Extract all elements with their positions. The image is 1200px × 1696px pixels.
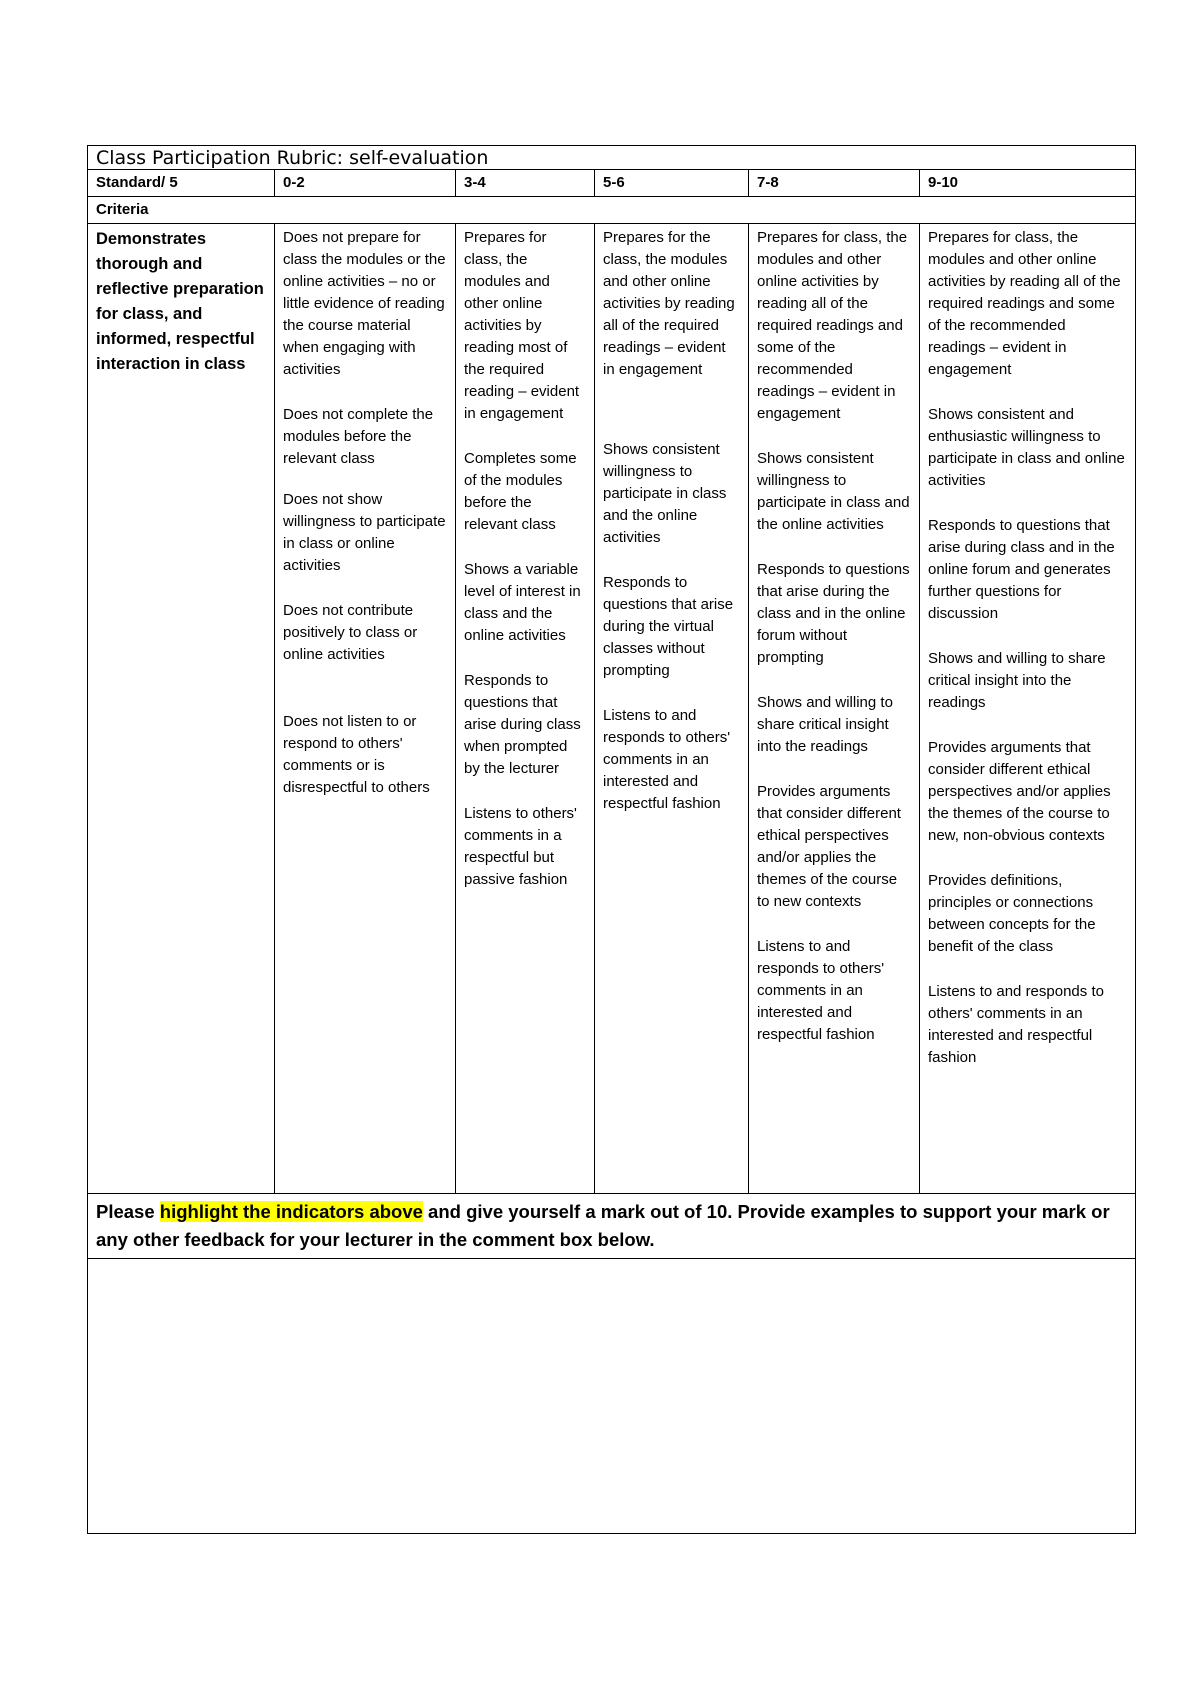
level-7-8-descriptors	[749, 224, 920, 1194]
descriptor-item: Responds to questions that arise during the class and in the online forum without prompting	[757, 561, 910, 666]
descriptor-item: Shows a variable level of interest in class and the online activities	[464, 561, 581, 644]
descriptor-item: Responds to questions that arise during class and in the online forum and generates further questions for discussion	[928, 517, 1115, 622]
instruction-highlight: highlight the indicators above	[159, 1201, 423, 1222]
descriptor-item: Prepares for class, the modules and other online activities by reading all of the required readings and some of the recommended readings – evident in engagement	[757, 229, 908, 422]
descriptor-item: Does not listen to or respond to others' comments or is disrespectful to others	[283, 713, 430, 796]
descriptor-item: Responds to questions that arise during class when prompted by the lecturer	[464, 672, 581, 777]
title-row	[88, 146, 1136, 170]
level-3-4-descriptors	[456, 224, 595, 1194]
level-5-6-descriptors	[595, 224, 749, 1194]
level-0-2-descriptors	[275, 224, 456, 1194]
instruction-row	[88, 1194, 1136, 1259]
descriptor-item: Does not complete the modules before the relevant class	[283, 406, 434, 467]
header-level-9-10: 9-10	[920, 170, 1136, 197]
descriptor-item: Completes some of the modules before the relevant class	[464, 450, 577, 533]
descriptor-item: Listens to others' comments in a respectful but passive fashion	[464, 805, 577, 888]
header-level-7-8: 7-8	[749, 170, 920, 197]
instruction-text	[88, 1194, 1136, 1259]
criteria-label-row	[88, 197, 1136, 224]
descriptor-item: Shows and willing to share critical insight into the readings	[928, 650, 1106, 711]
comment-row	[88, 1259, 1136, 1534]
header-level-5-6: 5-6	[595, 170, 749, 197]
descriptor-item: Shows consistent willingness to participate in class and the online activities	[603, 441, 727, 546]
descriptor-item: Prepares for class, the modules and other online activities by reading most of the required reading – evident in engagement	[464, 229, 580, 422]
level-9-10-descriptors	[920, 224, 1136, 1194]
descriptor-item: Listens to and responds to others' comments in an interested and respectful fashion	[757, 938, 885, 1043]
descriptor-item: Provides arguments that consider different ethical perspectives and/or applies the themes of the course to new, non-obvious contexts	[928, 739, 1111, 844]
descriptor-item: Prepares for class, the modules and other online activities by reading all of the required readings and some of the recommended readings – evident in engagement	[928, 229, 1121, 378]
instruction-before: Please	[96, 1201, 160, 1222]
descriptor-item: Provides definitions, principles or connections between concepts for the benefit of the class	[928, 872, 1096, 955]
rubric-title: Class Participation Rubric: self-evaluation	[88, 146, 1136, 170]
instruction-after: and give yourself a mark out of 10. Provide examples to support your mark or any other feedback for your lecturer in the comment box below.	[96, 1201, 1110, 1250]
descriptor-item: Listens to and responds to others' comments in an interested and respectful fashion	[928, 983, 1104, 1066]
descriptor-item: Does not prepare for class the modules or the online activities – no or little evidence of reading the course material when engaging with activities	[283, 229, 446, 378]
descriptor-item: Shows and willing to share critical insight into the readings	[757, 694, 893, 755]
criteria-label: Criteria	[88, 197, 1136, 224]
descriptor-item: Provides arguments that consider different ethical perspectives and/or applies the themes of the course to new contexts	[757, 783, 901, 910]
header-standard: Standard/ 5	[88, 170, 275, 197]
header-level-0-2: 0-2	[275, 170, 456, 197]
descriptor-item: Shows consistent and enthusiastic willingness to participate in class and online activities	[928, 406, 1125, 489]
descriptor-item: Listens to and responds to others' comments in an interested and respectful fashion	[603, 707, 731, 812]
comment-box[interactable]	[88, 1259, 1136, 1534]
participation-rubric-table	[87, 145, 1136, 1534]
descriptor-item: Shows consistent willingness to participate in class and the online activities	[757, 450, 910, 533]
criterion-name: Demonstrates thorough and reflective preparation for class, and informed, respectful interaction in class	[88, 224, 275, 1194]
descriptor-item: Does not show willingness to participate in class or online activities	[283, 491, 446, 574]
descriptor-item: Responds to questions that arise during the virtual classes without prompting	[603, 574, 734, 679]
header-row	[88, 170, 1136, 197]
header-level-3-4: 3-4	[456, 170, 595, 197]
criterion-row	[88, 224, 1136, 1194]
descriptor-item: Prepares for the class, the modules and other online activities by reading all of the required readings – evident in engagement	[603, 229, 735, 378]
descriptor-item: Does not contribute positively to class or online activities	[283, 602, 418, 663]
